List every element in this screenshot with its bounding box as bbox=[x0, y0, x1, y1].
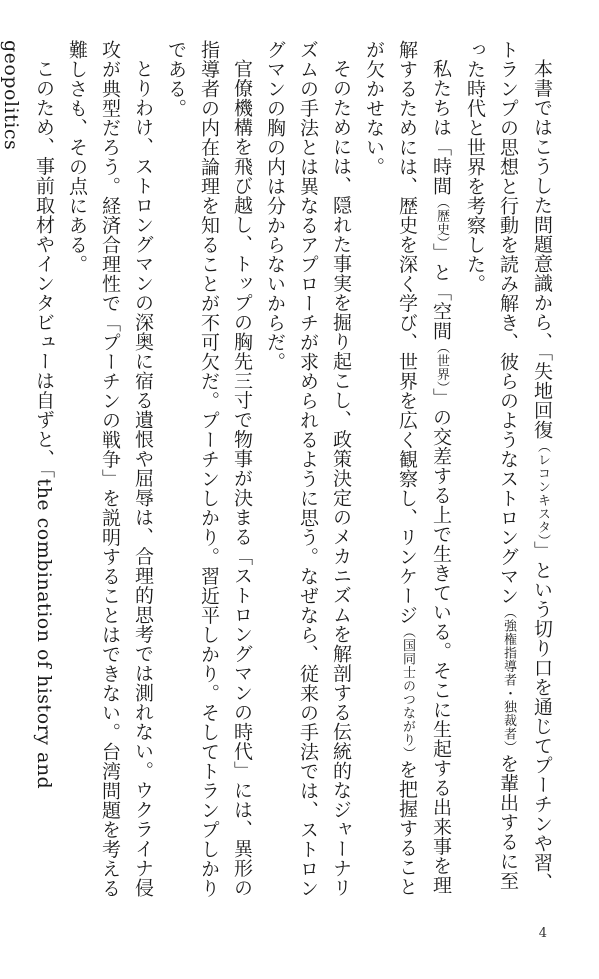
paragraph-5 bbox=[60, 40, 159, 900]
paragraph-6 bbox=[0, 40, 60, 900]
paragraph-2 bbox=[357, 40, 458, 900]
p3-text: そのためには、隠れた事実を掘り起こし、政策決定のメカニズムを解剖する伝統的なジャーナリズムの手法とは異なるアプローチが求められるように思う。なぜなら、従来の手法では、ストロングマンの胸の内は分からないからだ。 bbox=[264, 40, 352, 898]
p1-note-strongman: （強権指導者・独裁者） bbox=[501, 605, 516, 754]
p2-note-history: （歴史） bbox=[434, 195, 449, 243]
p2-text-3: 」の交差する上で生きている。そこに生起する出来事を理解するためには、歴史を深く学び、世界を広く観察し、リンケージ bbox=[396, 40, 452, 895]
paragraph-1 bbox=[458, 40, 559, 900]
p6-text: このため、事前取材やインタビューは自ずと、「the combination of history and geopolitics bbox=[0, 40, 55, 790]
page-number: 4 bbox=[538, 926, 547, 941]
p2-text-1: 私たちは「時間 bbox=[430, 59, 452, 196]
p1-text-2: 」という切り口を通じてプーチンや習、トランプの思想と行動を読み解き、彼らのようなストロングマン bbox=[497, 40, 553, 892]
p1-text-3: を輩出するに至った時代と世界を考察した。 bbox=[464, 40, 519, 891]
p1-ruby-reconquista: （レコンキスタ） bbox=[535, 439, 550, 541]
p2-text-4: を把握することが欠かせない。 bbox=[363, 40, 418, 897]
body-text bbox=[0, 40, 559, 900]
paragraph-3 bbox=[258, 40, 357, 900]
p4-text: 官僚機構を飛び越し、トップの胸先三寸で物事が決まる「ストロングマンの時代」には、異形の指導者の内在論理を知ることが不可欠だ。プーチンしかり。習近平しかり。そしてトランプしかりである。 bbox=[165, 40, 253, 898]
p2-text-2: 」と「空間 bbox=[430, 243, 452, 341]
p1-text-1: 本書ではこうした問題意識から、「失地回復 bbox=[531, 59, 553, 440]
paragraph-4 bbox=[159, 40, 258, 900]
p2-note-linkage: （国同士のつながり） bbox=[400, 625, 415, 760]
p5-text: とりわけ、ストロングマンの深奥に宿る遺恨や屈辱は、合理的思考では測れない。ウクライナ侵攻が典型だろう。経済合理性で「プーチンの戦争」を説明することはできない。台湾問題を考える難しさも、その点にある。 bbox=[66, 40, 154, 898]
p2-note-world: （世界） bbox=[434, 340, 449, 388]
